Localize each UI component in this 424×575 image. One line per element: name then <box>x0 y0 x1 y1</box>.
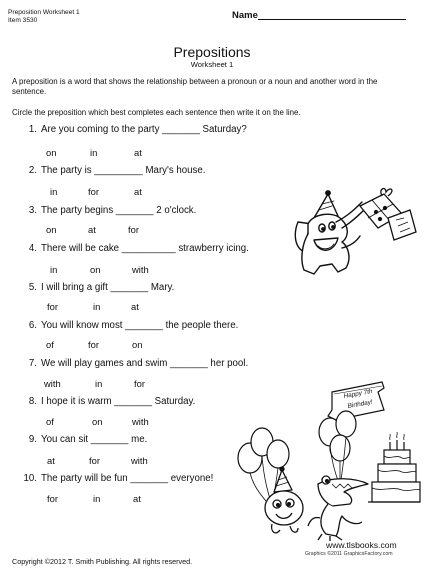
page-title: Prepositions <box>173 44 251 60</box>
intro-paragraph: A preposition is a word that shows the relationship between a pronoun or a noun and another word in the sentence. <box>12 77 378 96</box>
choice-option[interactable]: in <box>93 301 101 312</box>
question-text[interactable]: I hope it is warm _______ Saturday. <box>41 396 196 407</box>
choice-option[interactable]: at <box>134 147 142 158</box>
question-text[interactable]: We will play games and swim _______ her pool. <box>41 358 249 369</box>
question-text[interactable]: The party is _________ Mary's house. <box>41 165 206 176</box>
question-text[interactable]: The party begins _______ 2 o'clock. <box>41 205 197 216</box>
graphics-credit: Graphics ©2011 GraphicsFactory.com <box>305 551 393 557</box>
question-6 <box>22 320 238 331</box>
choice-option[interactable]: on <box>92 416 103 427</box>
copyright-notice: Copyright ©2012 T. Smith Publishing. All rights reserved. <box>12 557 193 566</box>
choice-option[interactable]: at <box>131 301 139 312</box>
choice-option[interactable]: at <box>134 186 142 197</box>
choice-option[interactable]: for <box>88 339 99 350</box>
choice-option[interactable]: on <box>46 147 57 158</box>
choice-option[interactable]: in <box>50 186 58 197</box>
choice-option[interactable]: for <box>88 186 99 197</box>
choice-option[interactable]: for <box>134 378 145 389</box>
choice-option[interactable]: at <box>133 493 141 504</box>
choice-option[interactable]: with <box>44 378 61 389</box>
question-3 <box>22 205 196 216</box>
choice-option[interactable]: of <box>46 416 54 427</box>
question-number: 8. <box>28 396 37 407</box>
question-text[interactable]: Are you coming to the party _______ Saturday? <box>41 124 247 135</box>
choice-option[interactable]: in <box>93 493 101 504</box>
question-text[interactable]: I will bring a gift _______ Mary. <box>41 282 175 293</box>
item-label: Item 3530 <box>8 17 38 24</box>
question-text[interactable]: You will know most _______ the people there. <box>41 320 239 331</box>
question-2 <box>22 165 205 176</box>
question-5 <box>22 282 174 293</box>
choice-option[interactable]: with <box>131 455 148 466</box>
question-number: 10. <box>23 473 37 484</box>
page-subtitle: Worksheet 1 <box>190 60 234 69</box>
choice-option[interactable]: on <box>132 339 143 350</box>
question-text[interactable]: You can sit _______ me. <box>41 434 148 445</box>
question-text[interactable]: The party will be fun _______ everyone! <box>41 473 214 484</box>
birthday-party-illustration <box>232 380 420 542</box>
question-1 <box>22 124 247 135</box>
question-8 <box>22 396 195 407</box>
svg-text:Birthday!: Birthday! <box>347 398 374 410</box>
name-label: Name <box>232 10 258 21</box>
choice-option[interactable]: in <box>50 264 58 275</box>
question-number: 1. <box>28 124 37 135</box>
choice-option[interactable]: with <box>132 264 149 275</box>
instructions: Circle the preposition which best completes each sentence then write it on the line. <box>12 108 301 117</box>
question-10 <box>17 473 213 484</box>
elephant-illustration <box>292 188 418 282</box>
name-line[interactable] <box>258 19 406 20</box>
question-9 <box>22 434 147 445</box>
worksheet-meta <box>8 9 80 25</box>
worksheet-label: Preposition Worksheet 1 <box>8 9 80 16</box>
choice-option[interactable]: at <box>47 455 55 466</box>
svg-text:Happy 7th: Happy 7th <box>343 388 374 400</box>
question-number: 5. <box>28 282 37 293</box>
question-number: 2. <box>28 165 37 176</box>
choice-option[interactable]: for <box>89 455 100 466</box>
choice-option[interactable]: for <box>47 301 58 312</box>
choice-option[interactable]: for <box>128 224 139 235</box>
question-7 <box>22 358 248 369</box>
choice-option[interactable]: at <box>88 224 96 235</box>
choice-option[interactable]: for <box>47 493 58 504</box>
question-number: 6. <box>28 320 37 331</box>
question-number: 3. <box>28 205 37 216</box>
question-text[interactable]: There will be cake __________ strawberry icing. <box>41 243 249 254</box>
choice-option[interactable]: in <box>90 147 98 158</box>
question-number: 4. <box>28 243 37 254</box>
choice-option[interactable]: in <box>95 378 103 389</box>
question-4 <box>22 243 249 254</box>
choice-option[interactable]: on <box>46 224 57 235</box>
choice-option[interactable]: with <box>132 416 149 427</box>
choice-option[interactable]: on <box>90 264 101 275</box>
choice-option[interactable]: of <box>46 339 54 350</box>
question-number: 7. <box>28 358 37 369</box>
question-number: 9. <box>28 434 37 445</box>
website-url[interactable]: www.tlsbooks.com <box>326 540 397 550</box>
